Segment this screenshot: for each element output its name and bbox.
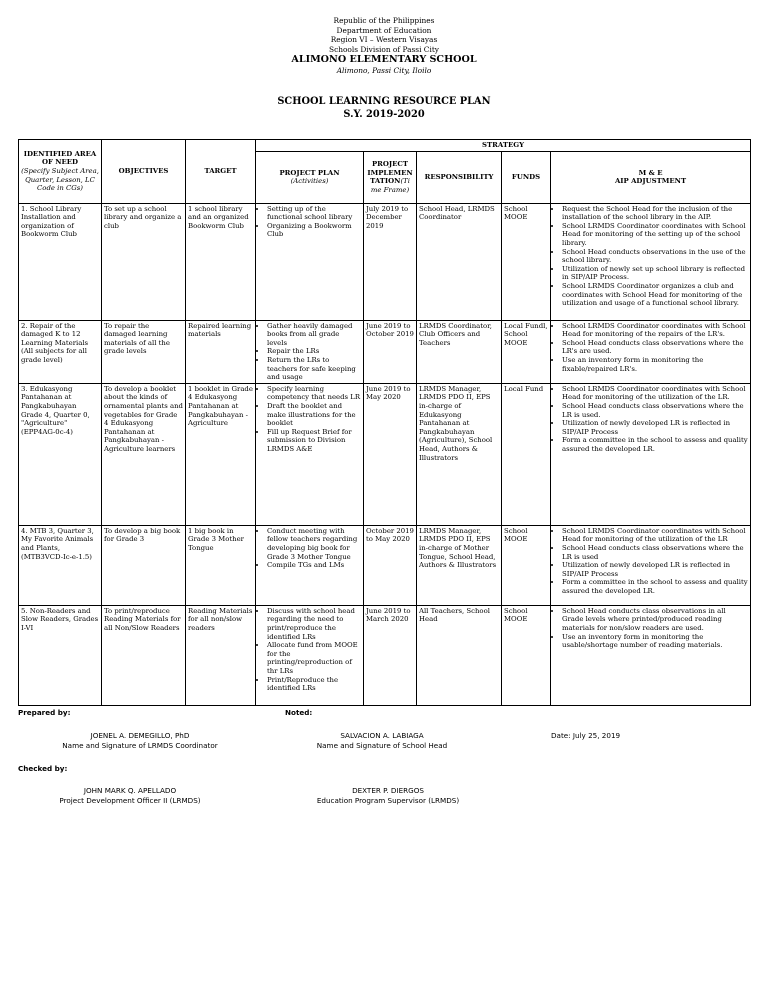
division-line: Schools Division of Passi City	[329, 44, 439, 54]
resource-plan-table	[18, 139, 751, 706]
time-cell: June 2019 to May 2020	[364, 383, 417, 525]
plan-title: PROJECT PLAN	[279, 168, 340, 177]
objectives-cell: To print/reproduce Reading Materials for all Non/Slow Readers	[102, 605, 186, 705]
plan-subtitle: (Activities)	[290, 177, 329, 186]
list-item: • Form a committee in the school to assess and quality assured the developed LR.	[562, 578, 748, 595]
list-item: • Conduct meeting with fellow teachers regarding developing big book for Grade 3 Mother Tongue	[267, 527, 361, 561]
responsibility-cell: All Teachers, School Head	[417, 605, 502, 705]
funds-cell: Local Fundl, School MOOE	[502, 320, 551, 383]
target-cell: Repaired learning materials	[186, 320, 256, 383]
col-me-header	[551, 151, 751, 203]
area-cell: 1. School Library Installation and organization of Bookworm Club	[19, 203, 102, 320]
target-cell: 1 big book in Grade 3 Mother Tongue	[186, 525, 256, 605]
list-item: • Use an inventory form in monitoring the fixable/repaired LR's.	[562, 356, 748, 373]
checked2-name: DEXTER P. DIERGOS	[352, 786, 424, 795]
objectives-cell: To set up a school library and organize a club	[102, 203, 186, 320]
table-row	[19, 605, 751, 705]
document-title: SCHOOL LEARNING RESOURCE PLAN	[277, 96, 491, 107]
list-item: • Utilization of newly set up school library is reflected in SIP/AIP Process.	[562, 265, 748, 282]
list-item: • Request the School Head for the inclusion of the installation of the school library in the AIP.	[562, 205, 748, 222]
col-responsibility-header: RESPONSIBILITY	[417, 151, 502, 203]
table-row	[19, 320, 751, 383]
list-item: • Specify learning competency that needs LR	[267, 385, 361, 402]
table-row	[19, 525, 751, 605]
noted-role: Name and Signature of School Head	[316, 741, 448, 750]
time-cell: June 2019 to March 2020	[364, 605, 417, 705]
impl-title: PROJECT IMPLEMEN TATION	[367, 159, 413, 186]
school-name: ALIMONO ELEMENTARY SCHOOL	[291, 54, 477, 66]
letterhead	[0, 16, 768, 76]
plan-cell	[256, 525, 364, 605]
col-target-header: TARGET	[186, 140, 256, 204]
plan-cell	[256, 383, 364, 525]
impl-subtitle: (Ti me Frame)	[370, 177, 410, 194]
document-title-block	[0, 95, 768, 121]
list-item: • Draft the booklet and make illustrations for the booklet	[267, 402, 361, 428]
list-item: • School Head conducts class observations where the LR is used	[562, 544, 748, 561]
school-address: Alimono, Passi City, Iloilo	[336, 66, 432, 76]
area-cell: 3. Edukasyong Pantahanan at Pangkabuhayan Grade 4, Quarter 0, "Agriculture" (EPP4AG-0c-4)	[19, 383, 102, 525]
responsibility-cell: LRMDS Coordinator, Club Officers and Teachers	[417, 320, 502, 383]
school-year: S.Y. 2019-2020	[343, 109, 425, 120]
checked2-role: Education Program Supervisor (LRMDS)	[316, 796, 460, 805]
time-cell: July 2019 to December 2019	[364, 203, 417, 320]
list-item: • School LRMDS Coordinator coordinates with School Head for monitoring of the setting up of the school library.	[562, 222, 748, 248]
checked1-role: Project Development Officer II (LRMDS)	[59, 796, 201, 805]
objectives-cell: To repair the damaged learning materials of all the grade levels	[102, 320, 186, 383]
target-cell: 1 school library and an organized Bookworm Club	[186, 203, 256, 320]
area-title: IDENTIFIED AREA OF NEED	[23, 149, 97, 167]
list-item: • Setting up of the functional school library	[267, 205, 361, 222]
list-item: • Print/Reproduce the identified LRs	[267, 676, 361, 693]
list-item: • School LRMDS Coordinator coordinates with School Head for monitoring of the utilization of the LR.	[562, 385, 748, 402]
list-item: • Form a committee in the school to assess and quality assured the developed LR.	[562, 436, 748, 453]
checked-signature-2	[298, 786, 478, 806]
list-item: • Repair the LRs	[267, 347, 361, 356]
list-item: • Fill up Request Brief for submission to Division LRMDS A&E	[267, 428, 361, 454]
list-item: • Compile TGs and LMs	[267, 561, 361, 570]
funds-cell: School MOOE	[502, 525, 551, 605]
plan-cell	[256, 320, 364, 383]
list-item: • School LRMDS Coordinator coordinates with School Head for monitoring of the utilization of the LR	[562, 527, 748, 544]
checked1-name: JOHN MARK Q. APELLADO	[83, 786, 177, 795]
me-cell	[551, 320, 751, 383]
area-subtitle: (Specify Subject Area, Quarter, Lesson, LC Code in CGs)	[21, 167, 99, 193]
prepared-by-label: Prepared by:	[18, 708, 71, 717]
plan-cell	[256, 203, 364, 320]
time-cell: June 2019 to October 2019	[364, 320, 417, 383]
funds-cell: School MOOE	[502, 203, 551, 320]
plan-cell	[256, 605, 364, 705]
funds-cell: School MOOE	[502, 605, 551, 705]
col-plan-header	[256, 151, 364, 203]
target-cell: Reading Materials for all non/slow readers	[186, 605, 256, 705]
table-row	[19, 203, 751, 320]
list-item: • School Head conducts observations in the use of the school library.	[562, 248, 748, 265]
time-cell: October 2019 to May 2020	[364, 525, 417, 605]
col-objectives-header: OBJECTIVES	[102, 140, 186, 204]
area-cell: 5. Non-Readers and Slow Readers, Grades I-VI	[19, 605, 102, 705]
me-title: M & E	[638, 168, 663, 177]
strategy-header: STRATEGY	[256, 140, 751, 152]
noted-label: Noted:	[285, 708, 313, 717]
list-item: • School Head conducts class observations where the LR is used.	[562, 402, 748, 419]
list-item: • School LRMDS Coordinator coordinates with School Head for monitoring of the repairs of the LR's.	[562, 322, 748, 339]
aip-title: AIP ADJUSTMENT	[614, 177, 687, 186]
funds-cell: Local Fund	[502, 383, 551, 525]
list-item: • School Head conducts class observations in all Grade levels where printed/produced reading materials for non/slow readers are used.	[562, 607, 748, 633]
responsibility-cell: LRMDS Manager, LRMDS PDO II, EPS in-charge of Edukasyong Pantahanan at Pangkabuhayan (Agriculture), School Head, Authors & Illustrators	[417, 383, 502, 525]
me-cell	[551, 383, 751, 525]
list-item: • Gather heavily damaged books from all grade levels	[267, 322, 361, 348]
republic-line: Republic of the Philippines	[333, 16, 435, 25]
table-row	[19, 383, 751, 525]
list-item: • Use an inventory form in monitoring the usable/shortage number of reading materials.	[562, 633, 748, 650]
noted-signature	[292, 731, 472, 751]
col-funds-header: FUNDS	[502, 151, 551, 203]
area-cell: 2. Repair of the damaged K to 12 Learning Materials (All subjects for all grade level)	[19, 320, 102, 383]
target-cell: 1 booklet in Grade 4 Edukasyong Pantahanan at Pangkabuhayan - Agriculture	[186, 383, 256, 525]
list-item: • Utilization of newly developed LR is reflected in SIP/AIP Process	[562, 419, 748, 436]
list-item: • Organizing a Bookworm Club	[267, 222, 361, 239]
me-cell	[551, 525, 751, 605]
prepared-signature	[40, 731, 240, 751]
col-implementation-header	[364, 151, 417, 203]
list-item: • School LRMDS Coordinator organizes a club and coordinates with School Head for monitoring of the utilization and usage of a functional school library.	[562, 282, 748, 308]
department-line: Department of Education	[336, 25, 432, 35]
date-signed: Date: July 25, 2019	[551, 731, 621, 740]
prepared-role: Name and Signature of LRMDS Coordinator	[62, 741, 218, 750]
checked-by-label: Checked by:	[18, 764, 68, 773]
list-item: • Discuss with school head regarding the need to print/reproduce the identified LRs	[267, 607, 361, 641]
col-area-header	[19, 140, 102, 204]
list-item: • School Head conducts class observations where the LR's are used.	[562, 339, 748, 356]
list-item: • Utilization of newly developed LR is reflected in SIP/AIP Process	[562, 561, 748, 578]
objectives-cell: To develop a booklet about the kinds of ornamental plants and vegetables for Grade 4 Edukasyong Pantahanan at Pangkabuhayan - Agriculture learners	[102, 383, 186, 525]
me-cell	[551, 605, 751, 705]
noted-name: SALVACION A. LABIAGA	[340, 731, 424, 740]
responsibility-cell: School Head, LRMDS Coordinator	[417, 203, 502, 320]
checked-signature-1	[30, 786, 230, 806]
objectives-cell: To develop a big book for Grade 3	[102, 525, 186, 605]
region-line: Region VI – Western Visayas	[330, 35, 438, 45]
prepared-name: JOENEL A. DEMEGILLO, PhD	[90, 731, 190, 740]
list-item: • Allocate fund from MOOE for the printing/reproduction of thr LRs	[267, 641, 361, 675]
me-cell	[551, 203, 751, 320]
responsibility-cell: LRMDS Manager, LRMDS PDO II, EPS in-charge of Mother Tongue, School Head, Authors & Illustrators	[417, 525, 502, 605]
area-cell: 4. MTB 3, Quarter 3, My Favorite Animals and Plants, (MTB3VCD-Ic-e-1.5)	[19, 525, 102, 605]
list-item: • Return the LRs to teachers for safe keeping and usage	[267, 356, 361, 382]
